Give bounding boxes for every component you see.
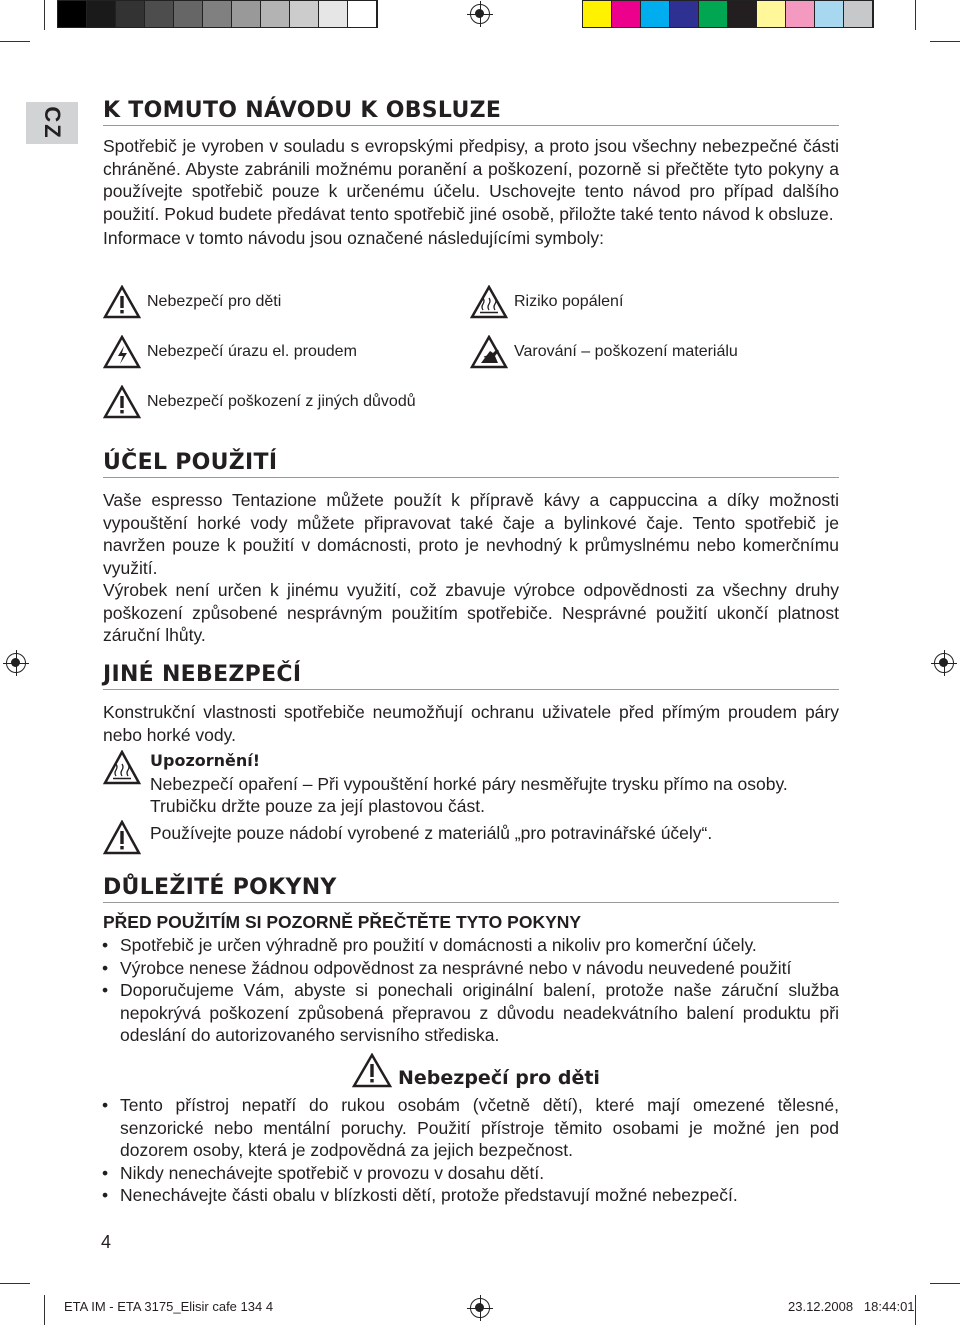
crop-mark (915, 1295, 916, 1325)
color-swatch (348, 1, 377, 27)
registration-mark-bottom (470, 1298, 490, 1318)
warning-text: Nebezpečí opaření – Při vypouštění horké páry nesměřujte trysku přímo na osoby. Trubičku držte pouze za její plastovou část. (150, 773, 788, 816)
footer-time: 18:44:01 (863, 1299, 915, 1314)
color-swatch (232, 1, 261, 27)
intro-paragraph: Spotřebič je vyroben v souladu s evropskými předpisy, a proto jsou všechny nebezpečné části chráněné. Abyste zabránili možnému poranění a poškození, pozorně si přečtěte tyto pokyny a používejte spotřebič pouze k určenému účelu. Uschovejte tento návod pro případ dalšího použití. Pokud budete předávat tento spotřebič jiné osobě, přiložte také tento návod k obsluze. (103, 136, 839, 224)
warning-exclamation-icon (103, 385, 141, 419)
registration-mark-top (470, 4, 490, 24)
symbol-burn (470, 285, 623, 319)
section-other-dangers (103, 662, 839, 746)
liability-paragraph: Výrobek není určen k jinému využití, což zbavuje výrobce odpovědnosti za všechny druhy poškození způsobené nesprávným použitím spotřebiče. Nesprávné použití ukončí platnost záruční lhůty. (103, 580, 839, 645)
symbol-children (103, 285, 281, 319)
registration-mark-left (6, 653, 26, 673)
symbol-electric (103, 335, 357, 369)
color-swatch (641, 1, 670, 27)
symbol-material (470, 335, 738, 369)
color-swatch (583, 1, 612, 27)
color-swatch (844, 1, 873, 27)
symbol-label: Nebezpečí úrazu el. proudem (147, 343, 357, 360)
crop-mark (930, 1283, 960, 1284)
crop-mark (44, 1295, 45, 1325)
warning-title: Upozornění! (150, 751, 261, 770)
language-tab-label: CZ (40, 106, 65, 140)
warning-exclamation-icon (352, 1053, 392, 1089)
crop-mark (44, 0, 45, 30)
page-number: 4 (101, 1232, 112, 1252)
section-title: DŮLEŽITÉ POKYNY (103, 875, 839, 903)
crop-mark (0, 1283, 30, 1284)
note-text: Používejte pouze nádobí vyrobené z materiálů „pro potravinářské účely“. (150, 823, 713, 843)
color-swatch (203, 1, 232, 27)
section-intended-use (103, 450, 839, 647)
dangers-paragraph: Konstrukční vlastnosti spotřebiče neumožňují ochranu uživatele před přímým proudem páry nebo horké vody. (103, 702, 839, 745)
symbol-label: Nebezpečí poškození z jiných důvodů (147, 393, 416, 410)
color-swatch (261, 1, 290, 27)
section-important (103, 875, 839, 933)
kids-danger-heading (352, 1053, 600, 1089)
color-swatch (116, 1, 145, 27)
color-swatch (699, 1, 728, 27)
crop-mark (930, 41, 960, 42)
list-item: • Nikdy nenechávejte spotřebič v provozu v dosahu dětí. (103, 1162, 839, 1185)
hot-surface-icon (103, 750, 141, 786)
symbol-label: Riziko popálení (514, 293, 624, 310)
color-swatch (87, 1, 116, 27)
crop-mark (0, 41, 30, 42)
color-swatch (145, 1, 174, 27)
section-title: JINÉ NEBEZPEČÍ (103, 662, 839, 690)
kids-list (103, 1094, 839, 1207)
list-item: • Nenechávejte části obalu v blízkosti dětí, protože představují možné nebezpečí. (103, 1184, 839, 1207)
warning-exclamation-icon (103, 820, 141, 856)
list-item: • Tento přístroj nepatří do rukou osobám (včetně dětí), které mají omezené tělesné, senzorické nebo mentální poruchy. Použití přístroje těmito osobami je možné jen pod dozorem osoby, která je zodpovědná za jejich bezpečnost. (103, 1094, 839, 1162)
section-title: K TOMUTO NÁVODU K OBSLUZE (103, 98, 839, 126)
symbol-other (103, 385, 416, 419)
subsection-title: PŘED POUŽITÍM SI POZORNĚ PŘEČTĚTE TYTO POKYNY (103, 912, 582, 932)
color-swatch (612, 1, 641, 27)
footer-file-info: ETA IM - ETA 3175_Elisir cafe 134 4 (64, 1299, 274, 1314)
kids-danger-title: Nebezpečí pro děti (398, 1067, 600, 1089)
color-swatch (174, 1, 203, 27)
crop-mark (915, 0, 916, 30)
warning-exclamation-icon (103, 285, 141, 319)
color-swatch (728, 1, 757, 27)
list-item: • Doporučujeme Vám, abyste si ponechali originální balení, protože naše záruční služba nepokrývá poškození způsobená přepravou z důvodu neadekvátního balení produktu při odeslání do autorizovaného servisního střediska. (103, 979, 839, 1047)
color-swatch (815, 1, 844, 27)
section-about-manual (103, 98, 839, 250)
grayscale-calibration-bar (57, 0, 378, 28)
color-swatch (670, 1, 699, 27)
color-swatch (786, 1, 815, 27)
color-swatch (319, 1, 348, 27)
language-tab (26, 102, 78, 144)
symbols-intro: Informace v tomto návodu jsou označené následujícími symboly: (103, 228, 604, 248)
material-damage-icon (470, 335, 508, 369)
footer-date: 23.12.2008 (788, 1299, 854, 1314)
color-swatch (290, 1, 319, 27)
section-title: ÚČEL POUŽITÍ (103, 450, 839, 478)
hot-surface-icon (470, 285, 508, 319)
footer-timestamp (788, 1299, 915, 1314)
registration-mark-right (934, 653, 954, 673)
symbol-label: Varování – poškození materiálu (514, 343, 738, 360)
list-item: • Spotřebič je určen výhradně pro použití v domácnosti a nikoliv pro komerční účely. (103, 934, 839, 957)
color-swatch (58, 1, 87, 27)
color-swatch (757, 1, 786, 27)
important-list (103, 934, 839, 1047)
symbol-label: Nebezpečí pro děti (147, 293, 282, 310)
use-paragraph: Vaše espresso Tentazione můžete použít k přípravě kávy a cappuccina a díky možnosti vypouštění horké vody můžete připravovat také čaje a bylinkové čaje. Tento spotřebič je navržen pouze k použití v domácnosti, proto je nevhodný k průmyslnému nebo komerčnímu využití. (103, 490, 839, 578)
color-calibration-bar (582, 0, 874, 28)
list-item: • Výrobce nenese žádnou odpovědnost za nesprávné nebo v návodu neuvedené použití (103, 957, 839, 980)
electric-shock-icon (103, 335, 141, 369)
